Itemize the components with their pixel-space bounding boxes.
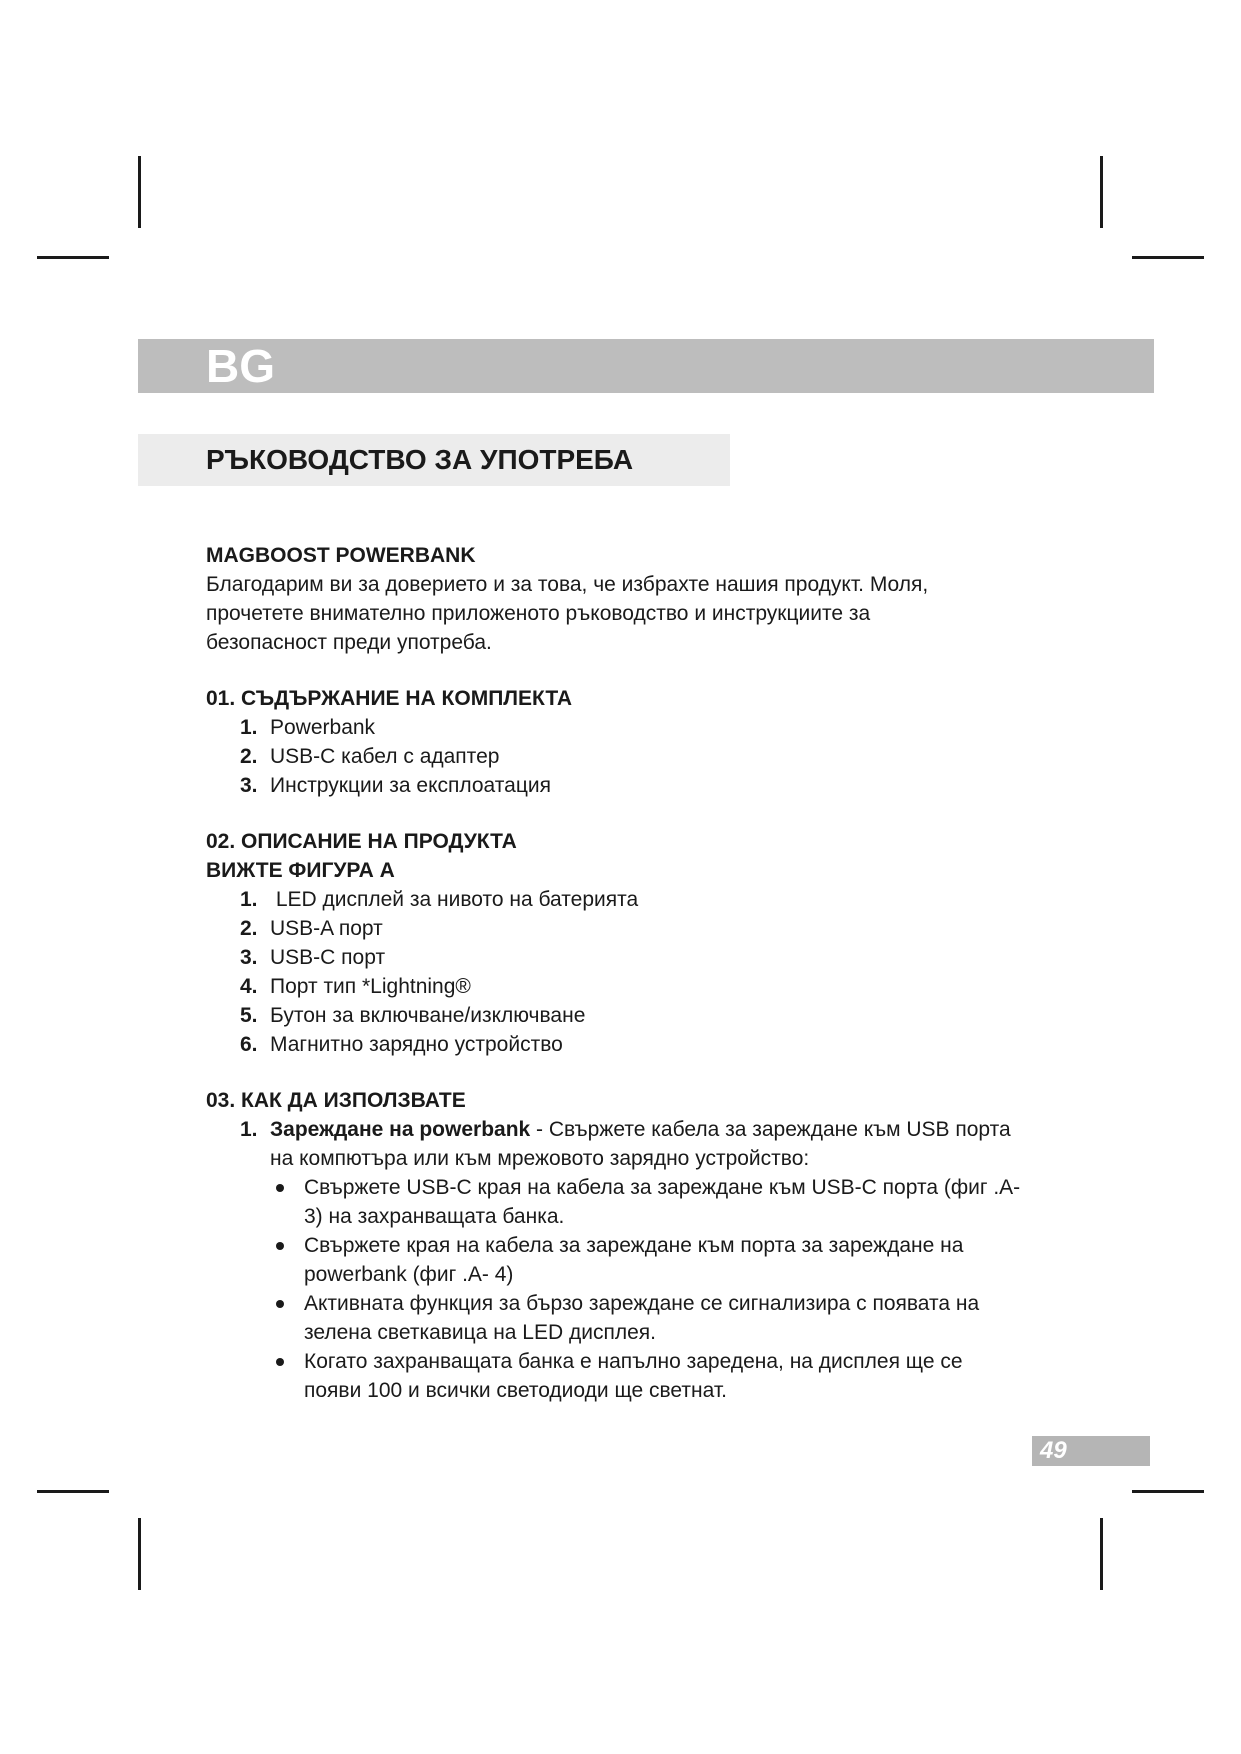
usage-bullets [270, 1173, 1086, 1405]
crop-mark-top-left-horizontal [37, 256, 109, 259]
kit-contents-list [206, 713, 1086, 800]
list-item: 1. Powerbank [240, 716, 376, 739]
intro-line: безопасност преди употреба. [206, 631, 492, 654]
page-number: 49 [1040, 1437, 1067, 1464]
bullet-icon [276, 1184, 284, 1192]
page-title: РЪКОВОДСТВО ЗА УПОТРЕБА [206, 444, 634, 475]
usage-step-title: Зареждане на powerbank [270, 1118, 531, 1141]
list-item: 3. Инструкции за експлоатация [240, 774, 551, 797]
section-heading-how-to-use: 03. КАК ДА ИЗПОЛЗВАТЕ [206, 1089, 466, 1112]
bullet-item: Свържете USB-C края на кабела за зареждане към USB-C порта (фиг .A- 3) на захранващата банка. [270, 1173, 1086, 1231]
crop-mark-bottom-left-horizontal [37, 1490, 109, 1493]
list-item: 3. USB-C порт [240, 946, 386, 969]
crop-mark-bottom-right-vertical [1100, 1518, 1103, 1590]
section-heading-product-description: 02. ОПИСАНИЕ НА ПРОДУКТА [206, 830, 517, 853]
language-code: BG [206, 340, 275, 392]
language-banner [138, 339, 1154, 393]
manual-content [206, 541, 1086, 1405]
crop-mark-bottom-right-horizontal [1132, 1490, 1204, 1493]
intro-line: Благодарим ви за доверието и за това, че избрахте нашия продукт. Моля, [206, 573, 929, 596]
list-item: 4. Порт тип *Lightning® [240, 975, 471, 998]
usage-list [206, 1115, 1086, 1405]
bullet-icon [276, 1358, 284, 1366]
product-name: MAGBOOST POWERBANK [206, 544, 476, 567]
page-number-box [1032, 1436, 1150, 1466]
bullet-item: Активната функция за бързо зареждане се сигнализира с появата на зелена светкавица на LED дисплея. [270, 1289, 1086, 1347]
list-item: 1. Зареждане на powerbank - Свържете кабела за зареждане към USB порта на компютъра или към мрежовото зарядно устройство: Свържете USB-C края на кабела за зареждане към USB-C порта (фиг .A- 3) на захранващата банка. Свържете края на кабела за зареждане към порта за зареждане на powerbank (фиг .A- 4) Активната функция за бързо зареждане се сигнализира с появата на зелена светкавица на LED дисплея. Когато захранващата банка е напълно заредена, на дисплея ще се появи 100 и всички светодиоди ще светнат. [206, 1115, 1086, 1405]
bullet-item: Когато захранващата банка е напълно заредена, на дисплея ще се появи 100 и всички светодиоди ще светнат. [270, 1347, 1086, 1405]
crop-mark-top-right-horizontal [1132, 256, 1204, 259]
intro-line: прочетете внимателно приложеното ръководство и инструкциите за [206, 602, 871, 625]
title-band [138, 434, 730, 486]
list-item: 1. LED дисплей за нивото на батерията [240, 888, 639, 911]
list-item: 5. Бутон за включване/изключване [240, 1004, 586, 1027]
list-item: 6. Магнитно зарядно устройство [240, 1033, 563, 1056]
product-parts-list [206, 885, 1086, 1059]
list-item: 2. USB-C кабел с адаптер [240, 745, 500, 768]
crop-mark-top-left-vertical [138, 156, 141, 228]
section-heading-kit-contents: 01. СЪДЪРЖАНИЕ НА КОМПЛЕКТА [206, 687, 573, 710]
crop-mark-top-right-vertical [1100, 156, 1103, 228]
bullet-icon [276, 1300, 284, 1308]
bullet-item: Свържете края на кабела за зареждане към порта за зареждане на powerbank (фиг .A- 4) [270, 1231, 1086, 1289]
list-item: 2. USB-A порт [240, 917, 383, 940]
bullet-icon [276, 1242, 284, 1250]
crop-mark-bottom-left-vertical [138, 1518, 141, 1590]
figure-reference: ВИЖТЕ ФИГУРА А [206, 859, 395, 882]
